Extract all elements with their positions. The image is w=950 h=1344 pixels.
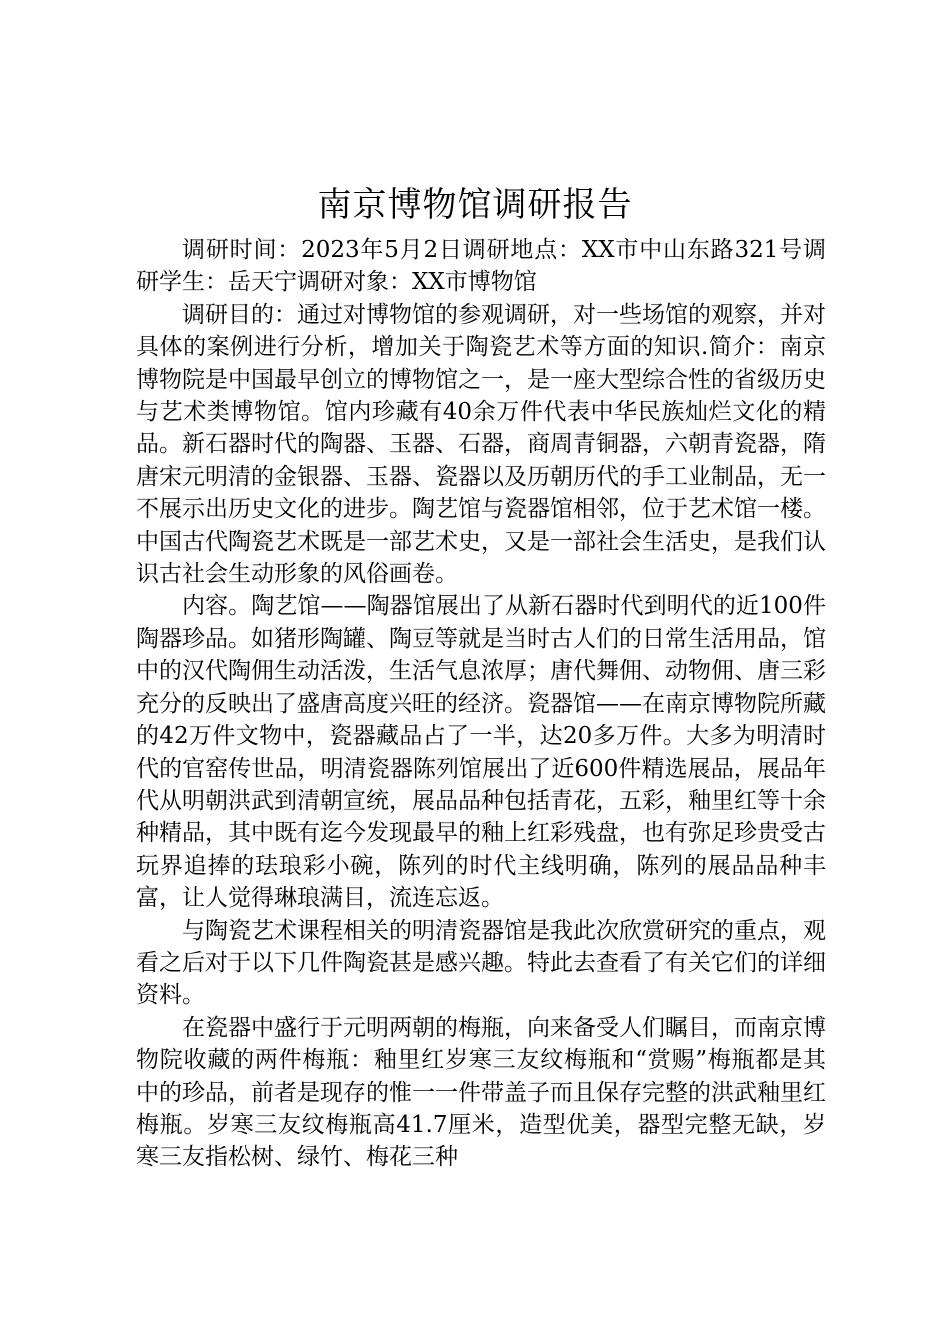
- paragraph-survey-info: 调研时间：2023年5月2日调研地点：XX市中山东路321号调研学生：岳天宁调研对象：XX市博物馆: [136, 237, 826, 296]
- paragraph-content: 内容。陶艺馆——陶器馆展出了从新石器时代到明代的近100件陶器珍品。如猪形陶罐、陶豆等就是当时古人们的日常生活用品，馆中的汉代陶佣生动活泼，生活气息浓厚；唐代舞佣、动物佣、唐三彩充分的反映出了盛唐高度兴旺的经济。瓷器馆——在南京博物院所藏的42万件文物中，瓷器藏品占了一半，达20多万件。大多为明清时代的官窑传世品，明清瓷器陈列馆展出了近600件精选展品，展品年代从明朝洪武到清朝宣统，展品品种包括青花，五彩，釉里红等十余种精品，其中既有迄今发现最早的釉上红彩残盘，也有弥足珍贵受古玩界追捧的珐琅彩小碗，陈列的时代主线明确，陈列的展品品种丰富，让人觉得琳琅满目，流连忘返。: [136, 593, 826, 912]
- paragraph-purpose-intro: 调研目的：通过对博物馆的参观调研，对一些场馆的观察，并对具体的案例进行分析，增加关于陶瓷艺术等方面的知识.简介：南京博物院是中国最早创立的博物馆之一，是一座大型综合性的省级历史与艺术类博物馆。馆内珍藏有40余万件代表中华民族灿烂文化的精品。新石器时代的陶器、玉器、石器，商周青铜器，六朝青瓷器，隋唐宋元明清的金银器、玉器、瓷器以及历朝历代的手工业制品，无一不展示出历史文化的进步。陶艺馆与瓷器馆相邻，位于艺术馆一楼。中国古代陶瓷艺术既是一部艺术史，又是一部社会生活史，是我们认识古社会生动形象的风俗画卷。: [136, 301, 826, 588]
- document-body: [136, 234, 826, 1174]
- paragraph-meiping: 在瓷器中盛行于元明两朝的梅瓶，向来备受人们瞩目，而南京博物院收藏的两件梅瓶：釉里红岁寒三友纹梅瓶和“赏赐”梅瓶都是其中的珍品，前者是现存的惟一一件带盖子而且保存完整的洪武釉里红梅瓶。岁寒三友纹梅瓶高41.7厘米，造型优美，器型完整无缺，岁寒三友指松树、绿竹、梅花三种: [136, 1014, 826, 1171]
- document-title: 南京博物馆调研报告: [317, 185, 633, 225]
- paragraph-focus: 与陶瓷艺术课程相关的明清瓷器馆是我此次欣赏研究的重点，观看之后对于以下几件陶瓷甚是感兴趣。特此去查看了有关它们的详细资料。: [136, 917, 826, 1009]
